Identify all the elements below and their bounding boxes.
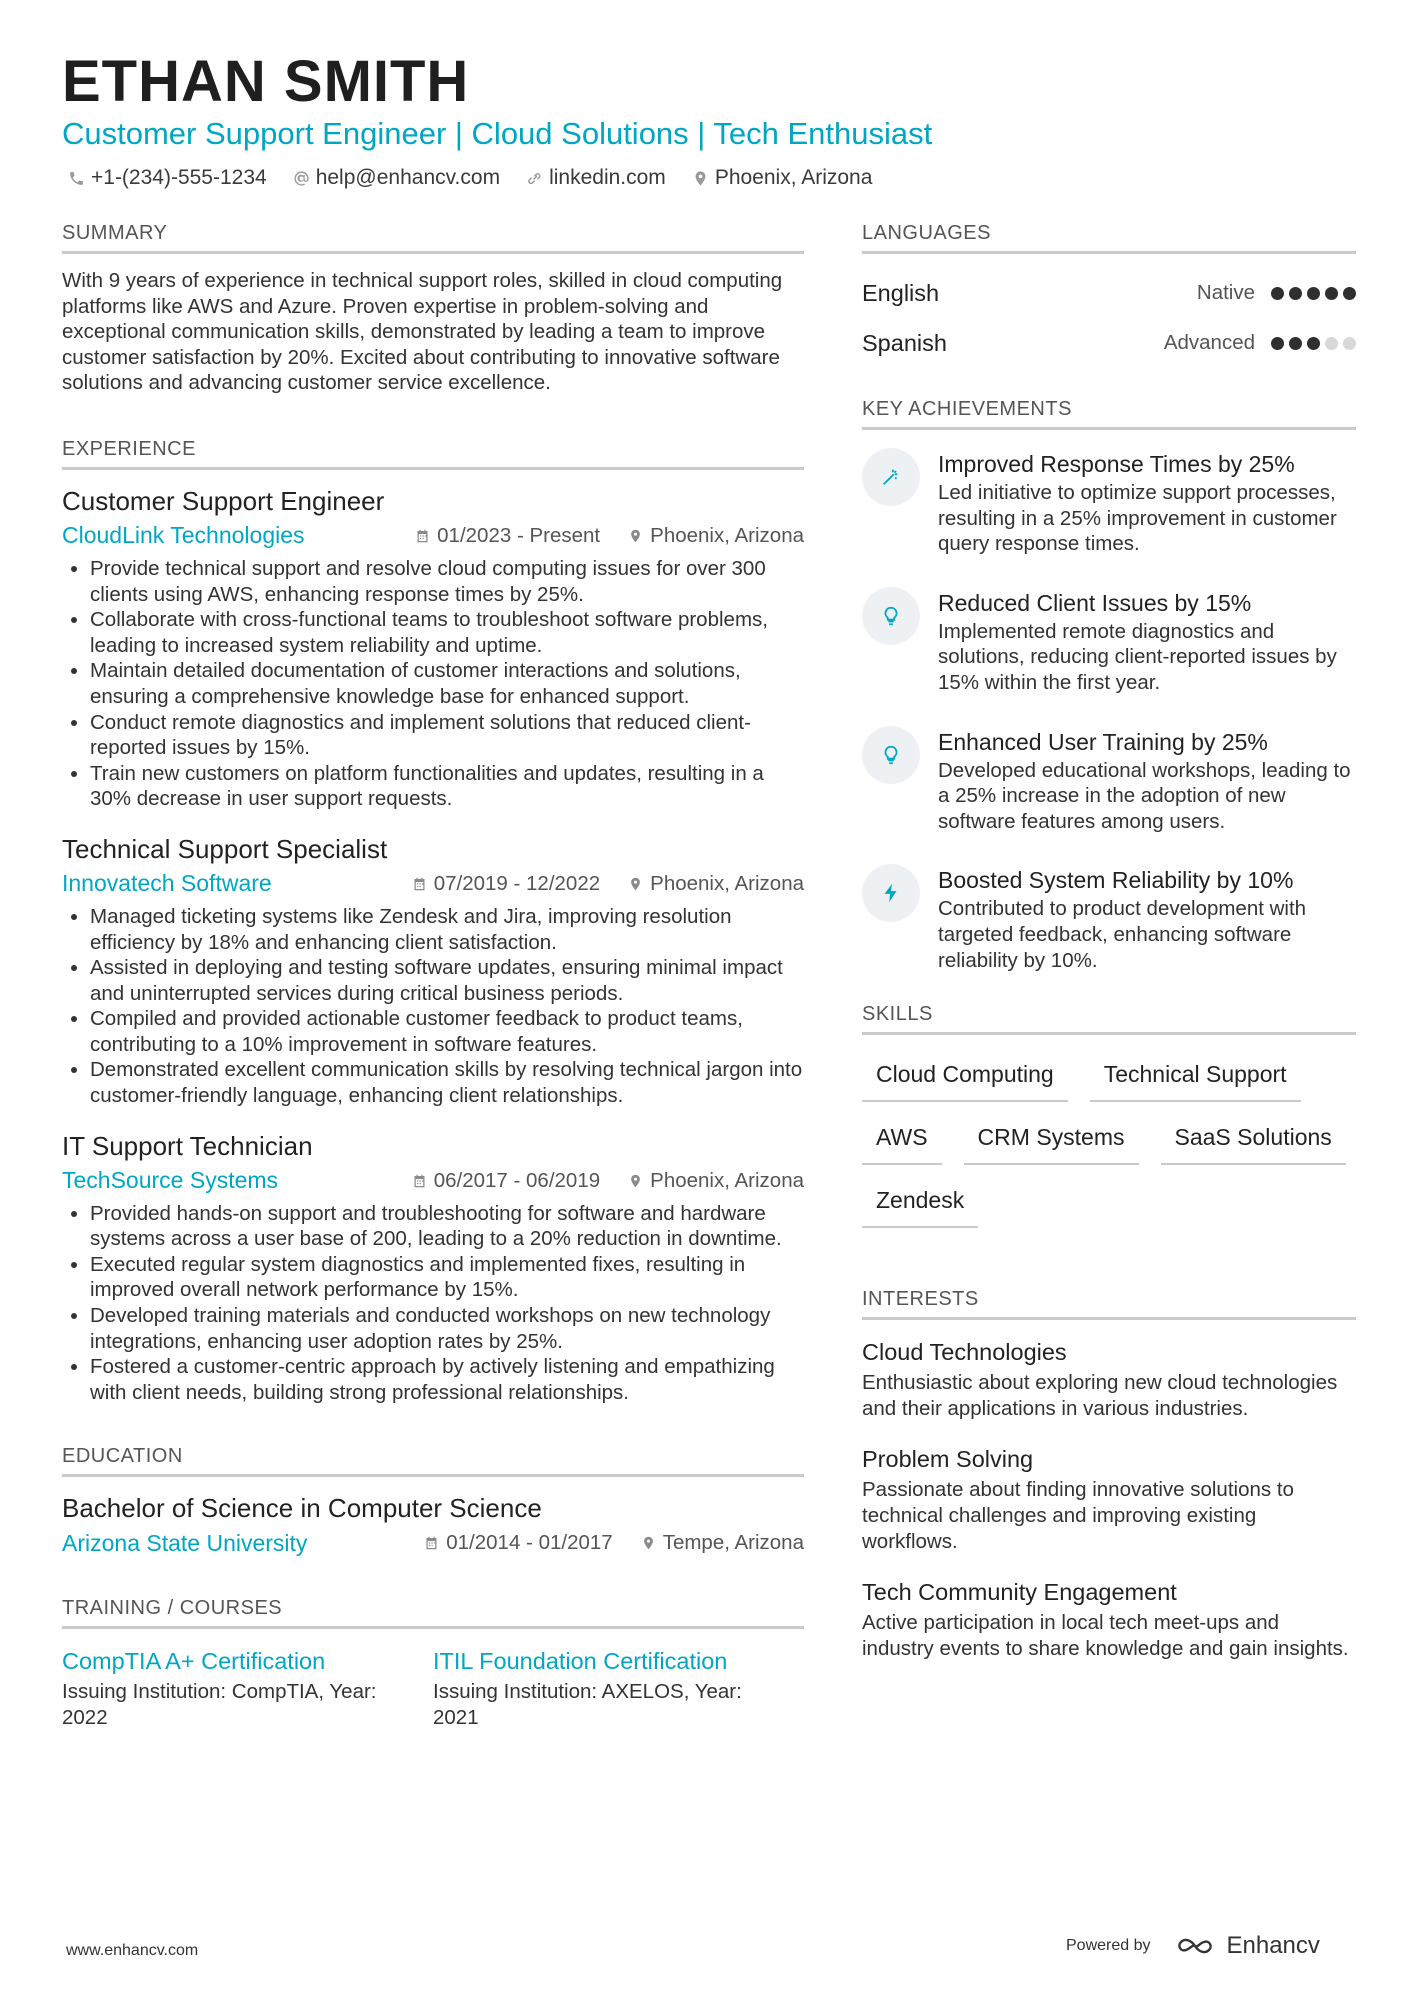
company-name: Innovatech Software [62, 870, 272, 897]
achievement-item [862, 448, 1356, 557]
job-dates-text: 06/2017 - 06/2019 [433, 1168, 601, 1192]
language-name: English [862, 279, 940, 306]
job-bullet: • Train new customers on platform functionalities and updates, resulting in a 30% decrease in user support requests. [90, 761, 804, 812]
calendar-icon [412, 876, 427, 892]
job-location-text: Phoenix, Arizona [650, 1168, 804, 1192]
language-rating [1271, 337, 1356, 350]
summary-heading: SUMMARY [62, 222, 804, 254]
languages-heading: LANGUAGES [862, 222, 1356, 254]
job-entry [62, 1129, 804, 1406]
job-bullet: • Maintain detailed documentation of customer interactions and solutions, ensuring a comprehensive knowledge base for enhanced support. [90, 658, 804, 709]
achievement-item [862, 587, 1356, 696]
rating-dot [1325, 287, 1338, 300]
calendar-icon [415, 528, 430, 544]
job-location [628, 872, 804, 896]
skill-tag: Cloud Computing [862, 1049, 1068, 1102]
magic-wand-icon [862, 448, 920, 506]
job-meta [62, 518, 804, 554]
rating-dot [1343, 287, 1356, 300]
skill-tag: Technical Support [1090, 1049, 1301, 1102]
achievements-list [862, 448, 1356, 973]
interests-heading: INTERESTS [862, 1288, 1356, 1320]
job-title: IT Support Technician [62, 1130, 313, 1161]
map-pin-icon [628, 528, 643, 544]
job-dates [415, 524, 600, 548]
education-entry [62, 1491, 804, 1561]
achievement-desc: Contributed to product development with targeted feedback, enhancing software reliability by 10%. [938, 897, 1307, 972]
brand-name: Enhancv [1226, 1932, 1320, 1959]
courses-list [62, 1643, 804, 1730]
rating-dot [1325, 337, 1338, 350]
job-bullet: • Developed training materials and conducted workshops on new technology integrations, enhancing user adoption rates by 25%. [90, 1303, 804, 1354]
contact-bar [68, 166, 872, 190]
contact-linkedin[interactable] [526, 166, 666, 190]
course-desc: Issuing Institution: AXELOS, Year: 2021 [433, 1680, 742, 1729]
at-sign-icon [293, 170, 310, 187]
course-title: CompTIA A+ Certification [62, 1648, 326, 1675]
job-dates-text: 01/2023 - Present [437, 523, 601, 547]
education-location [641, 1531, 804, 1555]
job-bullets [62, 1201, 804, 1406]
school-name: Arizona State University [62, 1529, 308, 1556]
phone-text: +1-(234)-555-1234 [91, 166, 267, 189]
lightbulb-icon [862, 587, 920, 645]
rating-dot [1271, 287, 1284, 300]
rating-dot [1307, 337, 1320, 350]
achievement-title: Enhanced User Training by 25% [938, 728, 1268, 755]
linkedin-text: linkedin.com [549, 166, 666, 189]
course-item [62, 1643, 433, 1730]
rating-dot [1289, 287, 1302, 300]
language-row [862, 318, 1356, 368]
rating-dot [1271, 337, 1284, 350]
job-bullet: • Provide technical support and resolve cloud computing issues for over 300 clients using AWS, enhancing response times by 25%. [90, 556, 804, 607]
achievement-title: Boosted System Reliability by 10% [938, 867, 1294, 894]
skill-tag: Zendesk [862, 1175, 978, 1228]
achievement-desc: Implemented remote diagnostics and solutions, reducing client-reported issues by 15% within the first year. [938, 619, 1337, 694]
job-bullets [62, 904, 804, 1109]
job-bullet: • Collaborate with cross-functional teams to troubleshoot software problems, leading to increased system reliability and uptime. [90, 607, 804, 658]
skills-list [862, 1049, 1356, 1228]
job-meta [62, 866, 804, 902]
lightning-bolt-icon [862, 864, 920, 922]
job-location-text: Phoenix, Arizona [650, 871, 804, 895]
map-pin-icon [628, 1173, 643, 1189]
job-bullets [62, 556, 804, 812]
job-title: Technical Support Specialist [62, 833, 388, 864]
powered-by-text: Powered by [1066, 1937, 1151, 1954]
job-bullet: • Conduct remote diagnostics and implement solutions that reduced client-reported issues by 15%. [90, 710, 804, 761]
enhancv-logo[interactable] [1171, 1932, 1320, 1960]
company-name: CloudLink Technologies [62, 522, 305, 549]
map-pin-icon [692, 170, 709, 187]
job-bullet: • Fostered a customer-centric approach by actively listening and empathizing with client needs, building strong professional relationships. [90, 1354, 804, 1405]
map-pin-icon [628, 876, 643, 892]
calendar-icon [412, 1173, 427, 1189]
phone-icon [68, 170, 85, 187]
job-location [628, 1169, 804, 1193]
interest-item [862, 1574, 1356, 1661]
rating-dot [1343, 337, 1356, 350]
interest-title: Cloud Technologies [862, 1339, 1067, 1366]
job-location-text: Phoenix, Arizona [650, 523, 804, 547]
candidate-name: ETHAN SMITH [62, 49, 470, 114]
interest-item [862, 1441, 1356, 1554]
job-bullet: • Managed ticketing systems like Zendesk and Jira, improving resolution efficiency by 18% and enhancing client satisfaction. [90, 904, 804, 955]
map-pin-icon [641, 1535, 656, 1551]
skill-tag: SaaS Solutions [1161, 1112, 1346, 1165]
achievement-title: Improved Response Times by 25% [938, 451, 1295, 477]
language-row [862, 268, 1356, 318]
course-title: ITIL Foundation Certification [433, 1648, 728, 1675]
achievement-desc: Developed educational workshops, leading to a 25% increase in the adoption of new software features among users. [938, 758, 1351, 833]
experience-heading: EXPERIENCE [62, 438, 804, 470]
job-bullet: • Compiled and provided actionable customer feedback to product teams, contributing to a 10% improvement in software features. [90, 1006, 804, 1057]
job-location [628, 524, 804, 548]
job-entry [62, 484, 804, 812]
job-bullet: • Assisted in deploying and testing software updates, ensuring minimal impact and uninterrupted services during critical business periods. [90, 955, 804, 1006]
job-bullet: • Executed regular system diagnostics and implemented fixes, resulting in improved overall network performance by 15%. [90, 1252, 804, 1303]
achievement-item [862, 864, 1356, 973]
rating-dot [1307, 287, 1320, 300]
education-dates [424, 1531, 612, 1555]
infinity-logo-icon [1171, 1934, 1219, 1958]
interest-desc: Active participation in local tech meet-ups and industry events to share knowledge and gain insights. [862, 1611, 1349, 1660]
contact-email[interactable] [293, 166, 500, 190]
achievement-title: Reduced Client Issues by 15% [938, 589, 1252, 616]
job-dates-text: 07/2019 - 12/2022 [433, 871, 601, 895]
lightbulb-icon [862, 726, 920, 784]
job-bullet: • Provided hands-on support and troubleshooting for software and hardware systems across a user base of 200, leading to a 20% reduction in downtime. [90, 1201, 804, 1252]
interest-title: Problem Solving [862, 1446, 1034, 1473]
interest-desc: Passionate about finding innovative solutions to technical challenges and improving existing workflows. [862, 1478, 1294, 1553]
course-desc: Issuing Institution: CompTIA, Year: 2022 [62, 1680, 377, 1729]
education-dates-text: 01/2014 - 01/2017 [446, 1531, 613, 1555]
skill-tag: CRM Systems [964, 1112, 1139, 1165]
education-location-text: Tempe, Arizona [662, 1531, 804, 1555]
skills-heading: SKILLS [862, 1003, 1356, 1035]
contact-phone [68, 166, 267, 190]
calendar-icon [424, 1535, 439, 1551]
achievement-item [862, 726, 1356, 835]
left-column [62, 222, 804, 1731]
footer-website[interactable]: www.enhancv.com [66, 1942, 199, 1959]
achievement-desc: Led initiative to optimize support processes, resulting in a 25% improvement in customer query response times. [938, 481, 1337, 556]
job-title: Customer Support Engineer [62, 485, 385, 516]
location-text: Phoenix, Arizona [714, 166, 873, 189]
interests-list [862, 1334, 1356, 1661]
email-text: help@enhancv.com [315, 166, 501, 189]
interest-item [862, 1334, 1356, 1421]
link-icon [526, 170, 543, 187]
interest-desc: Enthusiastic about exploring new cloud technologies and their applications in various industries. [862, 1371, 1338, 1420]
achievements-heading: KEY ACHIEVEMENTS [862, 398, 1356, 430]
job-meta [62, 1163, 804, 1199]
rating-dot [1289, 337, 1302, 350]
language-level: Advanced [1163, 331, 1255, 354]
contact-location [692, 166, 873, 190]
language-rating [1271, 287, 1356, 300]
job-entry [62, 832, 804, 1109]
language-level: Native [1196, 281, 1255, 304]
course-item [433, 1643, 804, 1730]
job-dates [412, 1169, 600, 1193]
languages-list [862, 268, 1356, 368]
company-name: TechSource Systems [62, 1167, 279, 1194]
summary-text: With 9 years of experience in technical support roles, skilled in cloud computing platforms like AWS and Azure. Proven expertise in problem-solving and exceptional communication skills, demonstrated by leading a team to improve customer satisfaction by 20%. Excited about contributing to innovative software solutions and advancing customer service excellence. [62, 269, 783, 395]
right-column [862, 222, 1356, 1681]
degree-title: Bachelor of Science in Computer Science [62, 1493, 542, 1524]
job-bullet: • Demonstrated excellent communication skills by resolving technical jargon into customer-friendly language, enhancing client relationships. [90, 1057, 804, 1108]
training-heading: TRAINING / COURSES [62, 1597, 804, 1629]
skill-tag: AWS [862, 1112, 942, 1165]
education-heading: EDUCATION [62, 1445, 804, 1477]
education-meta [62, 1525, 804, 1561]
language-name: Spanish [862, 329, 947, 356]
job-dates [412, 872, 600, 896]
footer-branding [1066, 1932, 1320, 1960]
candidate-tagline: Customer Support Engineer | Cloud Solutions | Tech Enthusiast [62, 116, 933, 151]
interest-title: Tech Community Engagement [862, 1579, 1177, 1606]
